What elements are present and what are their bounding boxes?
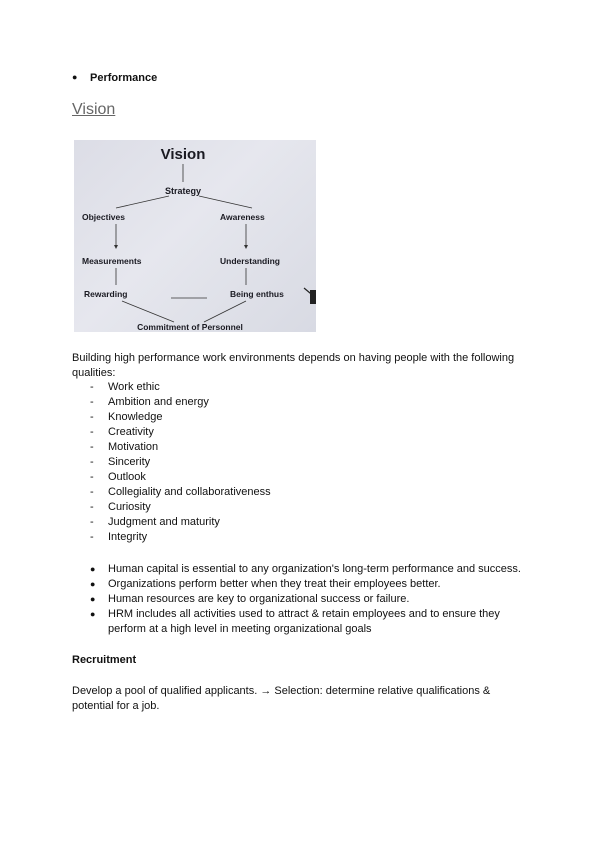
bullet-dot: ●: [90, 579, 96, 589]
diagram-being-enthus: Being enthus: [230, 289, 284, 299]
list-item: ● Human capital is essential to any organization's long-term performance and success.: [90, 563, 521, 575]
list-item: - Sincerity: [90, 456, 151, 468]
key-points-list: [90, 562, 528, 637]
intro-paragraph: Building high performance work environments depends on having people with the following qualities:: [72, 352, 515, 379]
list-item: - Integrity: [90, 531, 148, 543]
diagram-title: Vision: [160, 146, 206, 163]
diagram-strategy: Strategy: [164, 186, 202, 196]
bullet-performance-label: Performance: [90, 72, 158, 84]
diagram-commitment: Commitment of Personnel: [137, 322, 243, 332]
bullet-dot: ●: [90, 594, 96, 604]
list-item: ● HRM includes all activities used to attract & retain employees and to ensure they perform at a high level in meeting organizational goals: [90, 608, 500, 635]
list-item: - Motivation: [90, 441, 159, 453]
diagram-objectives: Objectives: [82, 212, 125, 222]
vision-diagram-photo: [74, 140, 316, 332]
list-item: - Collegiality and collaborativeness: [90, 486, 271, 498]
list-item: - Curiosity: [90, 501, 151, 513]
list-item: - Outlook: [90, 471, 146, 483]
section-heading-vision: Vision: [72, 101, 116, 118]
diagram-understanding: Understanding: [220, 256, 280, 266]
qualities-list: [90, 380, 271, 545]
list-item: - Judgment and maturity: [90, 516, 220, 528]
bullet-dot: ●: [72, 72, 78, 82]
diagram-rewarding: Rewarding: [84, 289, 128, 299]
list-item: ● Organizations perform better when they treat their employees better.: [90, 578, 441, 590]
bullet-dot: ●: [90, 609, 96, 619]
list-item: - Creativity: [90, 426, 154, 438]
section-heading-recruitment: Recruitment: [72, 654, 137, 666]
list-item: ● Human resources are key to organizational success or failure.: [90, 593, 410, 605]
list-item: - Ambition and energy: [90, 396, 209, 408]
list-item: - Work ethic: [90, 381, 160, 393]
bullet-dot: ●: [90, 564, 96, 574]
diagram-awareness: Awareness: [220, 212, 265, 222]
bullet-performance: [72, 72, 158, 84]
diagram-measurements: Measurements: [82, 256, 142, 266]
recruitment-paragraph: Develop a pool of qualified applicants. → Selection: determine relative qualifications & potential for a job.: [72, 685, 491, 712]
list-item: - Knowledge: [90, 411, 163, 423]
